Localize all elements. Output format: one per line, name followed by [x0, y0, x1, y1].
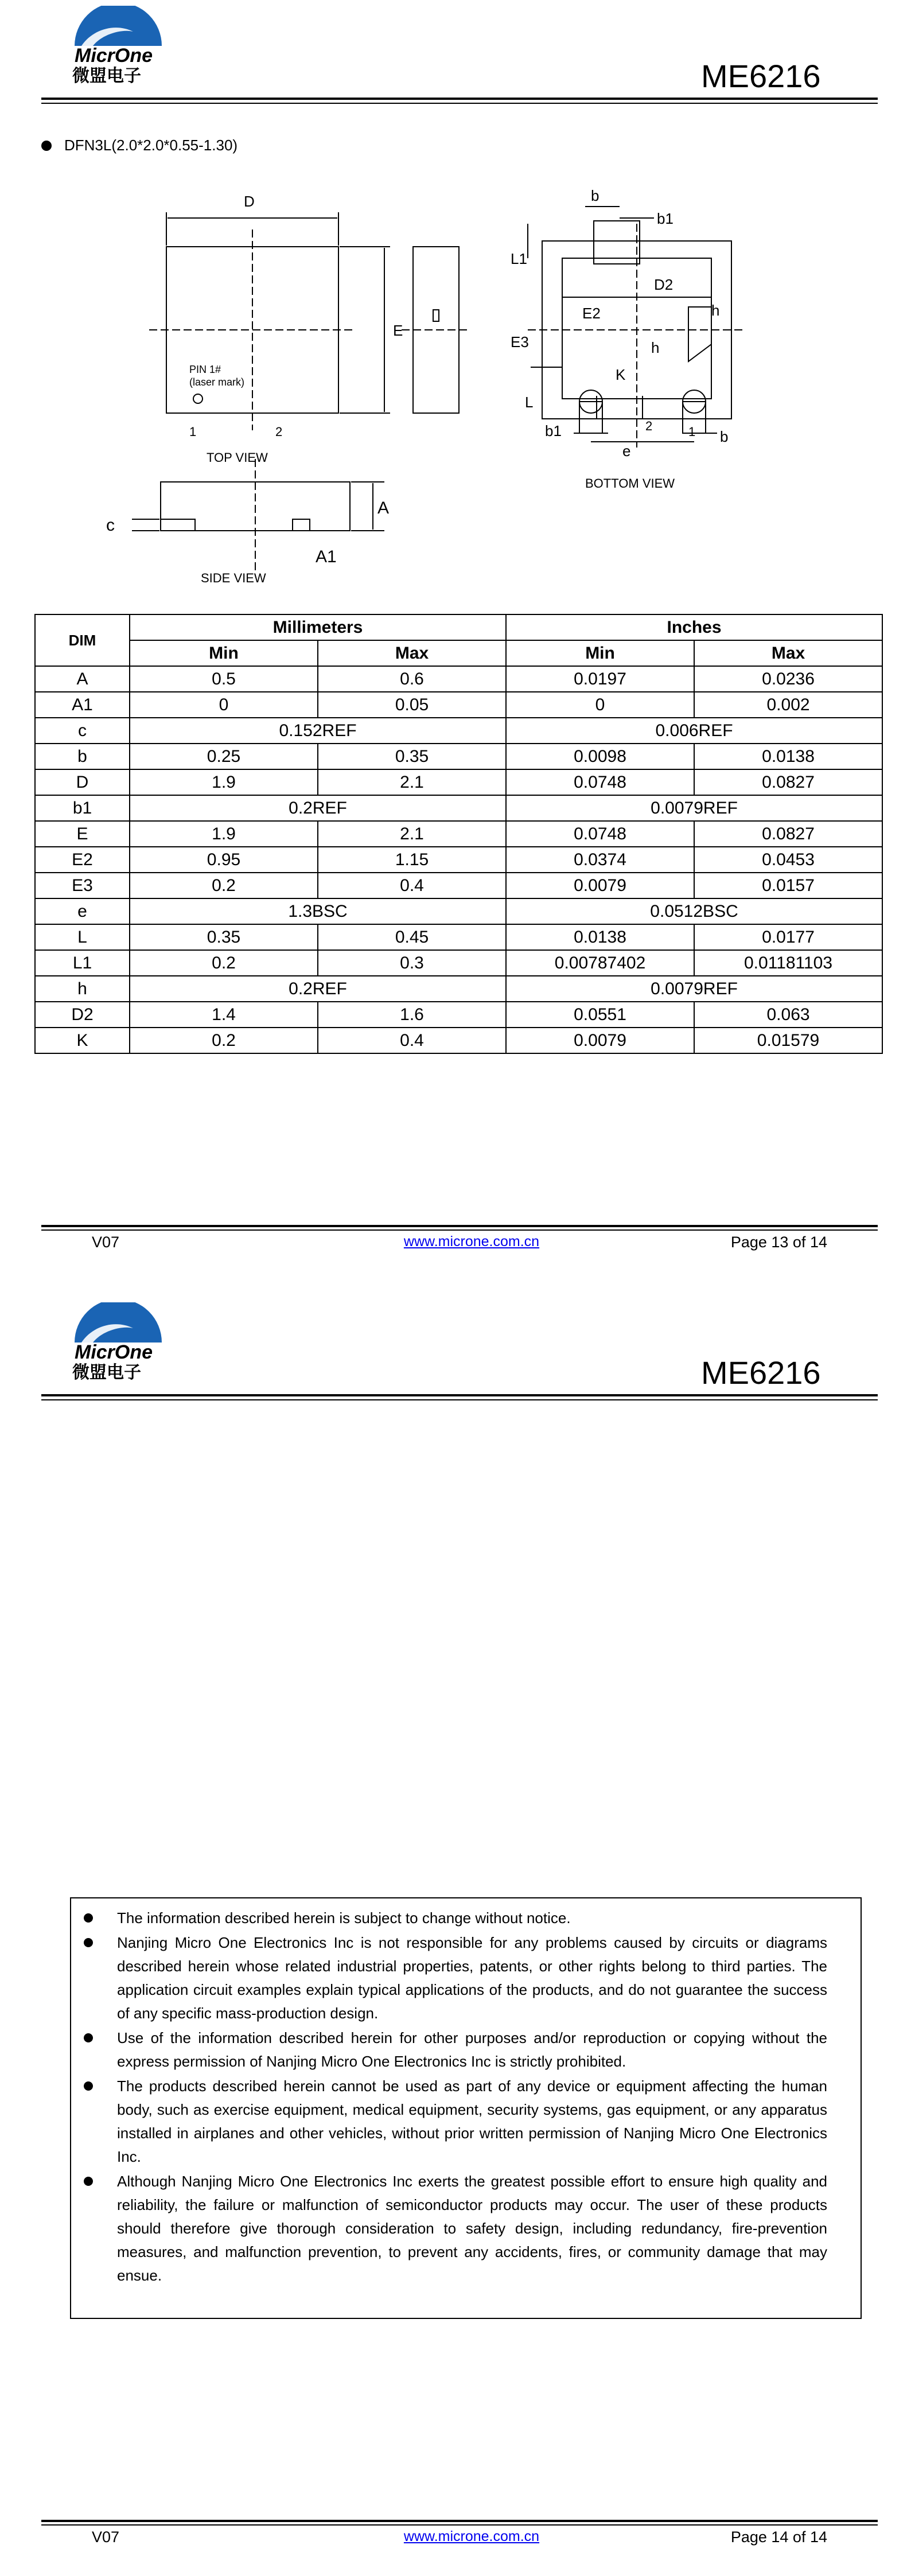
value-cell: 0.0827	[694, 769, 882, 795]
svg-text:PIN 1#: PIN 1#	[189, 364, 221, 375]
logo-chinese-text: 微盟电子	[72, 67, 141, 85]
header-rule-thin	[41, 1399, 878, 1400]
header-rule-thin	[41, 103, 878, 104]
footer-rule-thick	[41, 2520, 878, 2522]
svg-text:E2: E2	[582, 305, 601, 322]
svg-text:b1: b1	[657, 210, 673, 227]
disclaimer-item	[117, 2075, 827, 2169]
value-cell: 0.0748	[506, 821, 694, 847]
website-link[interactable]: www.microne.com.cn	[403, 1233, 540, 1250]
dim-cell: h	[35, 976, 130, 1002]
value-cell: 0.0079REF	[506, 976, 882, 1002]
svg-text:D2: D2	[654, 276, 673, 293]
value-cell: 1.6	[318, 1002, 506, 1028]
mm-min-header: Min	[130, 640, 318, 666]
version-label: V07	[92, 2528, 120, 2546]
disclaimer-item	[117, 2170, 827, 2287]
svg-text:L1: L1	[511, 250, 527, 267]
footer-rule-thick	[41, 1225, 878, 1227]
value-cell: 1.9	[130, 821, 318, 847]
mm-max-header: Max	[318, 640, 506, 666]
value-cell: 0.0138	[694, 744, 882, 769]
table-row	[35, 718, 882, 744]
value-cell: 0.0177	[694, 924, 882, 950]
part-number: ME6216	[701, 58, 821, 94]
table-row	[35, 666, 882, 692]
millimeters-header: Millimeters	[130, 614, 506, 640]
value-cell: 0.0098	[506, 744, 694, 769]
svg-text:b: b	[591, 187, 599, 204]
value-cell: 0.2	[130, 950, 318, 976]
header-rule-thick	[41, 1394, 878, 1396]
dim-cell: L	[35, 924, 130, 950]
dim-cell: A1	[35, 692, 130, 718]
disclaimer-item	[117, 1931, 827, 2025]
value-cell: 0.0827	[694, 821, 882, 847]
footer-rule-thin	[41, 1229, 878, 1231]
value-cell: 0.2	[130, 873, 318, 898]
bullet-icon	[84, 2033, 93, 2042]
value-cell: 0.0079REF	[506, 795, 882, 821]
table-row	[35, 950, 882, 976]
svg-text:2: 2	[275, 425, 283, 439]
package-title	[41, 137, 238, 154]
value-cell: 0.6	[318, 666, 506, 692]
version-label: V07	[92, 1233, 120, 1251]
value-cell: 0.0453	[694, 847, 882, 873]
footer-rule-thin	[41, 2524, 878, 2526]
value-cell: 0.0079	[506, 1028, 694, 1053]
table-row	[35, 795, 882, 821]
value-cell: 0.0748	[506, 769, 694, 795]
svg-text:h: h	[651, 339, 660, 356]
value-cell: 0.3	[318, 950, 506, 976]
dim-cell: e	[35, 898, 130, 924]
table-row	[35, 744, 882, 769]
value-cell: 0.95	[130, 847, 318, 873]
dim-cell: b1	[35, 795, 130, 821]
website-link[interactable]: www.microne.com.cn	[403, 2528, 540, 2544]
company-logo	[70, 6, 168, 86]
in-max-header: Max	[694, 640, 882, 666]
dim-cell: E2	[35, 847, 130, 873]
dim-cell: D	[35, 769, 130, 795]
table-row	[35, 976, 882, 1002]
dimension-table	[34, 614, 883, 1054]
dim-cell: E3	[35, 873, 130, 898]
value-cell: 0.0236	[694, 666, 882, 692]
value-cell: 1.3BSC	[130, 898, 506, 924]
value-cell: 0.0138	[506, 924, 694, 950]
value-cell: 0.00787402	[506, 950, 694, 976]
value-cell: 0.5	[130, 666, 318, 692]
package-drawing	[103, 172, 774, 597]
svg-text:2: 2	[645, 419, 653, 433]
disclaimer-item	[117, 1906, 827, 1930]
disclaimer-text: Although Nanjing Micro One Electronics Inc exerts the greatest possible effort to ensure high quality and reliability, the failure or malfunction of semiconductor products may occur. The user of these products should therefore give thorough consideration to safety design, including redundancy, fire-prevention measures, and malfunction prevention, to prevent any accidents, fires, or community damage that may ensue.	[117, 2173, 827, 2284]
value-cell: 2.1	[318, 821, 506, 847]
inches-header: Inches	[506, 614, 882, 640]
package-title-text: DFN3L(2.0*2.0*0.55-1.30)	[64, 137, 238, 154]
value-cell: 0.152REF	[130, 718, 506, 744]
value-cell: 0.01181103	[694, 950, 882, 976]
value-cell: 0.0197	[506, 666, 694, 692]
value-cell: 0.0079	[506, 873, 694, 898]
disclaimer-item	[117, 2026, 827, 2073]
value-cell: 0.0374	[506, 847, 694, 873]
disclaimer-text: Nanjing Micro One Electronics Inc is not responsible for any problems caused by circuits or diagrams described herein whose related industrial properties, patents, or other rights belong to third parties. The application circuit examples explain typical applications of the products, and do not guarantee the success of any specific mass-production design.	[117, 1934, 827, 2022]
part-number: ME6216	[701, 1355, 821, 1391]
page-number: Page 13 of 14	[730, 1233, 827, 1251]
svg-text:A1: A1	[316, 547, 337, 566]
value-cell: 0.0551	[506, 1002, 694, 1028]
svg-text:TOP VIEW: TOP VIEW	[207, 450, 268, 465]
table-row	[35, 847, 882, 873]
disclaimer-text: Use of the information described herein for other purposes and/or reproduction or copying without the express permission of Nanjing Micro One Electronics Inc is strictly prohibited.	[117, 2029, 827, 2070]
disclaimer-text: The products described herein cannot be used as part of any device or equipment affecting the human body, such as exercise equipment, medical equipment, security systems, gas equipment, or any apparatus installed in airplanes and other vehicles, without prior written permission of Nanjing Micro One Electronics Inc.	[117, 2077, 827, 2165]
value-cell: 0.45	[318, 924, 506, 950]
table-row	[35, 898, 882, 924]
logo-text: MicrOne	[75, 45, 153, 67]
table-row	[35, 769, 882, 795]
value-cell: 0.35	[318, 744, 506, 769]
value-cell: 0	[506, 692, 694, 718]
table-row	[35, 924, 882, 950]
value-cell: 1.9	[130, 769, 318, 795]
svg-text:h: h	[711, 302, 720, 319]
dim-cell: b	[35, 744, 130, 769]
svg-text:c: c	[106, 516, 115, 535]
header-rule-thick	[41, 98, 878, 100]
in-min-header: Min	[506, 640, 694, 666]
table-row	[35, 1002, 882, 1028]
value-cell: 1.4	[130, 1002, 318, 1028]
svg-text:b1: b1	[545, 422, 562, 439]
value-cell: 1.15	[318, 847, 506, 873]
svg-text:E: E	[393, 322, 403, 339]
svg-text:A: A	[377, 499, 390, 517]
logo-text: MicrOne	[75, 1341, 153, 1363]
value-cell: 0.4	[318, 873, 506, 898]
value-cell: 0	[130, 692, 318, 718]
table-row	[35, 821, 882, 847]
svg-text:(laser mark): (laser mark)	[189, 376, 245, 388]
value-cell: 0.35	[130, 924, 318, 950]
svg-text:SIDE VIEW: SIDE VIEW	[201, 571, 266, 585]
logo-chinese-text: 微盟电子	[72, 1363, 141, 1382]
table-row	[35, 1028, 882, 1053]
svg-text:K: K	[616, 366, 626, 383]
value-cell: 0.4	[318, 1028, 506, 1053]
value-cell: 0.002	[694, 692, 882, 718]
svg-text:b: b	[720, 428, 729, 445]
bullet-icon	[84, 1938, 93, 1947]
bullet-icon	[84, 2081, 93, 2091]
value-cell: 0.01579	[694, 1028, 882, 1053]
svg-text:L: L	[525, 394, 534, 411]
dim-cell: D2	[35, 1002, 130, 1028]
table-row	[35, 873, 882, 898]
page-number: Page 14 of 14	[730, 2528, 827, 2546]
bullet-icon	[84, 2177, 93, 2186]
svg-text:D: D	[244, 193, 255, 210]
bullet-icon	[41, 141, 52, 151]
value-cell: 0.0157	[694, 873, 882, 898]
value-cell: 0.05	[318, 692, 506, 718]
bullet-icon	[84, 1913, 93, 1923]
value-cell: 0.2REF	[130, 976, 506, 1002]
svg-text:E3: E3	[511, 333, 529, 351]
dim-cell: c	[35, 718, 130, 744]
value-cell: 0.2REF	[130, 795, 506, 821]
disclaimer-text: The information described herein is subject to change without notice.	[117, 1909, 571, 1927]
svg-text:e: e	[622, 442, 631, 460]
value-cell: 0.063	[694, 1002, 882, 1028]
value-cell: 0.0512BSC	[506, 898, 882, 924]
dim-cell: K	[35, 1028, 130, 1053]
svg-text:BOTTOM VIEW: BOTTOM VIEW	[585, 476, 675, 491]
svg-text:1: 1	[688, 425, 696, 439]
dim-cell: L1	[35, 950, 130, 976]
dim-cell: E	[35, 821, 130, 847]
svg-text:1: 1	[189, 425, 197, 439]
company-logo	[70, 1302, 168, 1383]
value-cell: 2.1	[318, 769, 506, 795]
table-row	[35, 692, 882, 718]
value-cell: 0.25	[130, 744, 318, 769]
disclaimer-box	[70, 1897, 862, 2319]
dim-cell: A	[35, 666, 130, 692]
dim-header: DIM	[35, 614, 130, 666]
value-cell: 0.006REF	[506, 718, 882, 744]
value-cell: 0.2	[130, 1028, 318, 1053]
